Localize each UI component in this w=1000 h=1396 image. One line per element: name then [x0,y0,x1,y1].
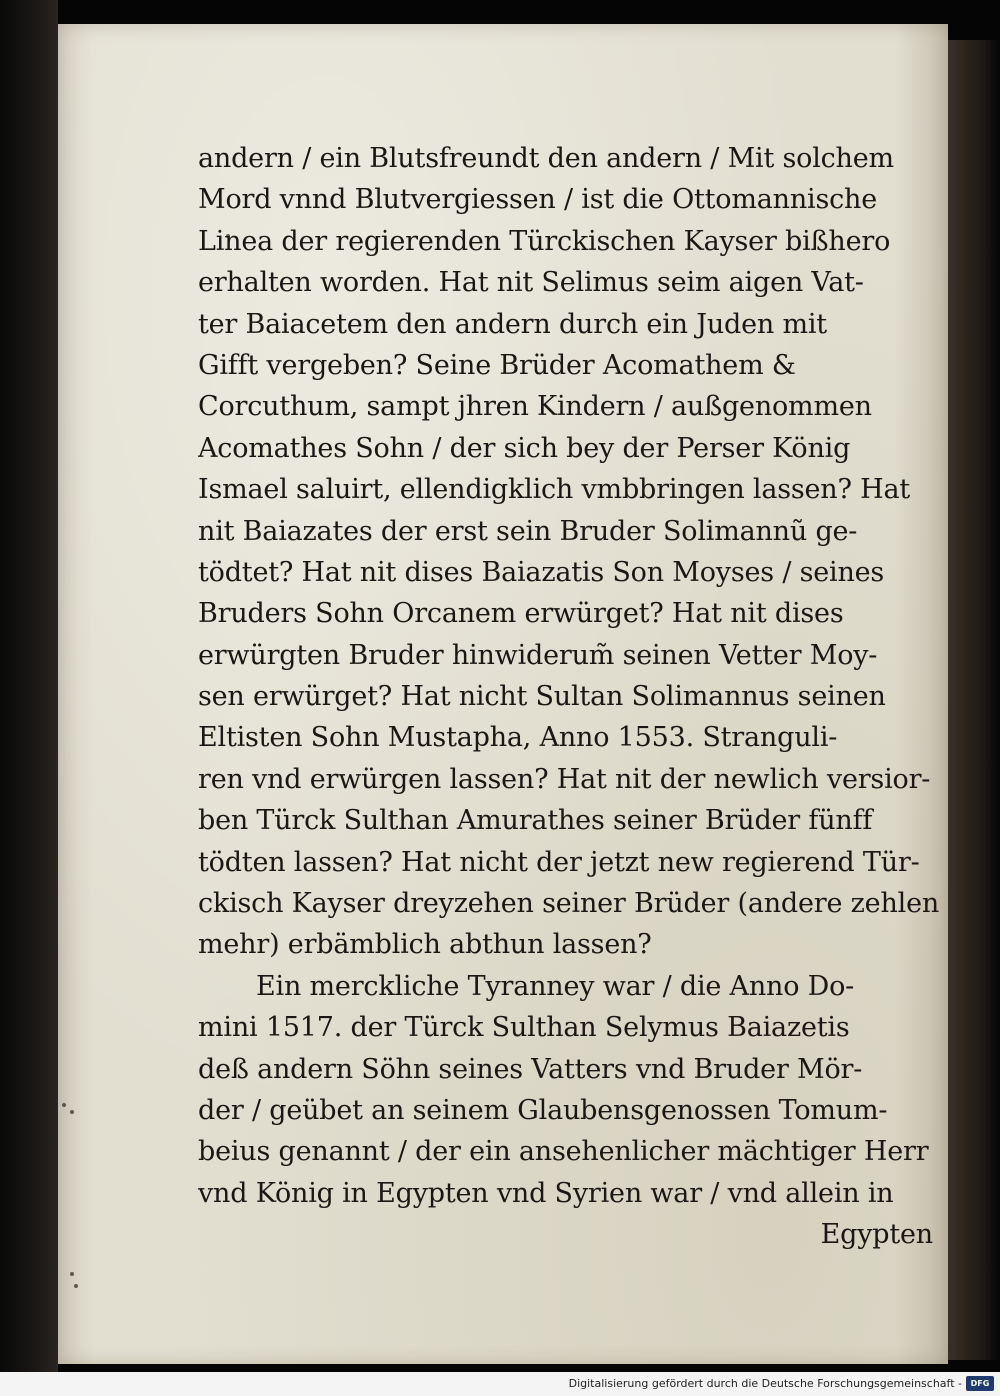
text-line: mini 1517. der Türck Sulthan Selymus Baiazetis [198,1012,850,1044]
text-line: ter Baiacetem den andern durch ein Juden mit [198,308,827,340]
text-line: Ein merckliche Tyranney war / die Anno Do- [256,970,855,1002]
page-stack-edge [948,40,1000,1360]
text-line: tödtet? Hat nit dises Baiazatis Son Moyses / seines [198,556,885,588]
text-line: vnd König in Egypten vnd Syrien war / vnd allein in [198,1177,894,1209]
text-line: erwürgten Bruder hinwiderum̃ seinen Vetter Moy- [198,639,878,671]
text-line: Mord vnnd Blutvergiessen / ist die Ottomannische [198,184,878,216]
text-line: erhalten worden. Hat nit Selimus seim aigen Vat- [198,267,864,299]
digitization-credit: Digitalisierung gefördert durch die Deutsche Forschungsgemeinschaft - [568,1377,962,1390]
text-line: mehr) erbämblich abthun lassen? [198,929,652,961]
text-line: Bruders Sohn Orcanem erwürget? Hat nit dises [198,598,844,630]
text-line: Eltisten Sohn Mustapha, Anno 1553. Stranguli- [198,722,838,754]
text-line: Acomathes Sohn / der sich bey der Perser König [198,432,851,464]
ink-speck [74,1284,78,1288]
ink-speck [70,1272,74,1276]
text-line: andern / ein Blutsfreundt den andern / Mit solchem [198,143,894,174]
ink-speck [70,1110,74,1114]
text-line: sen erwürget? Hat nicht Sultan Solimannus seinen [198,681,886,713]
ink-speck [62,1103,66,1107]
dfg-logo [966,1376,994,1391]
book-cover-edge [0,0,58,1396]
text-line: tödten lassen? Hat nicht der jetzt new regierend Tür- [198,846,920,878]
text-line: Ismael saluirt, ellendigklich vmbbringen lassen? Hat [198,474,911,506]
dfg-logo-text: DFG [970,1379,990,1388]
text-line: der / geübet an seinem Glaubensgenossen Tomum- [198,1094,888,1126]
text-line: ben Türck Sulthan Amurathes seiner Brüder fünff [198,805,873,837]
text-line: Corcuthum, sampt jhren Kindern / außgenommen [198,391,872,423]
text-line: beius genannt / der ein ansehenlicher mächtiger Herr [198,1136,929,1168]
text-line: ren vnd erwürgen lassen? Hat nit der newlich versior- [198,763,931,795]
text-line: Linea der regierenden Türckischen Kayser bißhero [198,225,891,257]
text-line: ckisch Kayser dreyzehen seiner Brüder (andere zehlen [198,888,940,920]
body-text [198,138,943,1256]
catchword: Egypten [820,1219,933,1251]
text-line: deß andern Söhn seines Vatters vnd Bruder Mör- [198,1053,863,1085]
text-line: nit Baiazates der erst sein Bruder Solimannũ ge- [198,515,858,547]
text-line: Gifft vergeben? Seine Brüder Acomathem & [198,349,796,381]
